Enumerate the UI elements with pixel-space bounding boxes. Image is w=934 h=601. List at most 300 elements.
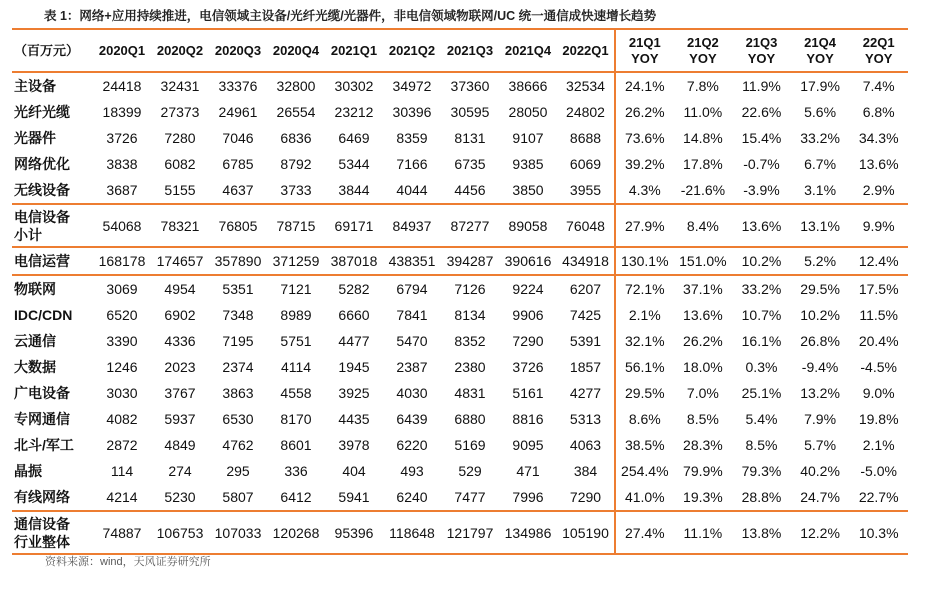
- quarter-value: 3850: [512, 182, 544, 198]
- quarter-value: 78321: [160, 217, 200, 234]
- quarter-value: 3687: [106, 182, 138, 198]
- yoy-value: 79.9%: [683, 463, 723, 479]
- table-row: [12, 247, 908, 275]
- yoy-value: 25.1%: [741, 385, 782, 401]
- yoy-value: 73.6%: [615, 125, 674, 151]
- quarter-value: 384: [573, 463, 598, 479]
- yoy-value: -21.6%: [680, 182, 726, 198]
- row-label: [12, 406, 93, 432]
- quarter-value: 30396: [392, 104, 432, 120]
- quarter-value: 168178: [98, 253, 146, 269]
- yoy-value: 24.7%: [800, 489, 840, 505]
- quarter-value: 69171: [334, 217, 374, 234]
- table-row: [12, 99, 908, 125]
- quarter-value: 438351: [388, 253, 436, 269]
- quarter-value: 5751: [280, 333, 312, 349]
- quarter-value: 3390: [106, 333, 138, 349]
- quarter-value: 33376: [218, 78, 258, 94]
- header-yoy: [615, 29, 674, 72]
- quarter-value: 6530: [222, 411, 254, 427]
- yoy-value: 6.7%: [804, 156, 837, 172]
- quarter-value: 5351: [222, 281, 254, 297]
- yoy-value: 27.9%: [615, 204, 674, 247]
- quarter-value: 4082: [106, 411, 138, 427]
- row-label-line: 无线设备: [14, 182, 70, 198]
- yoy-value: 7.8%: [686, 78, 719, 94]
- quarter-value: 471: [516, 463, 540, 479]
- quarter-value: 4637: [222, 182, 254, 198]
- header-quarter: 2022Q1: [562, 42, 609, 58]
- row-label: [12, 432, 93, 458]
- row-label-line: 云通信: [14, 333, 56, 349]
- quarter-value: 387018: [330, 253, 378, 269]
- yoy-value: 2.1%: [615, 302, 674, 328]
- row-label: [12, 328, 93, 354]
- yoy-value: 26.2%: [615, 99, 674, 125]
- table-header: [12, 29, 908, 72]
- quarter-value: 9107: [512, 130, 544, 146]
- header-quarter: 2021Q2: [388, 42, 436, 58]
- row-label-line: 光器件: [14, 130, 56, 146]
- yoy-value: 13.1%: [800, 217, 840, 234]
- yoy-value: 56.1%: [615, 354, 674, 380]
- table-row: [12, 275, 908, 302]
- table-section: [12, 247, 908, 275]
- quarter-value: 5391: [569, 333, 602, 349]
- quarter-value: 8816: [512, 411, 544, 427]
- quarter-value: 6207: [569, 281, 602, 297]
- yoy-value: 17.9%: [800, 78, 840, 94]
- yoy-value: 14.8%: [683, 130, 723, 146]
- quarter-value: 89058: [508, 217, 548, 234]
- quarter-value: 3030: [106, 385, 138, 401]
- yoy-value: 26.8%: [800, 333, 840, 349]
- quarter-value: 7290: [569, 489, 602, 505]
- header-quarter: 2020Q1: [98, 42, 146, 58]
- row-label: [12, 484, 93, 511]
- yoy-value: 27.4%: [615, 511, 674, 554]
- quarter-value: 174657: [156, 253, 204, 269]
- yoy-value: 11.0%: [683, 104, 723, 120]
- quarter-value: 6794: [396, 281, 428, 297]
- quarter-value: 26554: [276, 104, 316, 120]
- table-row: [12, 125, 908, 151]
- yoy-value: 13.6%: [683, 307, 723, 323]
- yoy-value: 34.3%: [858, 130, 899, 146]
- header-yoy: [849, 29, 908, 72]
- yoy-value: 22.6%: [741, 104, 782, 120]
- quarter-value: 7996: [512, 489, 544, 505]
- quarter-value: 1857: [569, 359, 602, 375]
- quarter-value: 8989: [280, 307, 312, 323]
- yoy-value: 10.2%: [741, 253, 782, 269]
- yoy-value: 15.4%: [741, 130, 782, 146]
- yoy-value: 11.5%: [859, 307, 899, 323]
- yoy-value: 20.4%: [858, 333, 899, 349]
- quarter-value: 6902: [164, 307, 196, 323]
- yoy-value: 2.1%: [862, 437, 895, 453]
- quarter-value: 7290: [512, 333, 544, 349]
- yoy-value: 72.1%: [615, 275, 674, 302]
- quarter-value: 6469: [338, 130, 370, 146]
- quarter-value: 6082: [164, 156, 196, 172]
- quarter-value: 5807: [222, 489, 254, 505]
- row-label-line: 电信设备: [14, 208, 70, 225]
- quarter-value: 8359: [396, 130, 428, 146]
- quarter-value: 7348: [222, 307, 254, 323]
- row-label-line: 主设备: [14, 78, 56, 94]
- yoy-value: 39.2%: [615, 151, 674, 177]
- table-row: [12, 432, 908, 458]
- table-section: [12, 204, 908, 247]
- quarter-value: 7280: [164, 130, 196, 146]
- quarter-value: 3844: [338, 182, 370, 198]
- yoy-value: 10.2%: [800, 307, 840, 323]
- yoy-value: 28.3%: [683, 437, 723, 453]
- quarter-value: 5941: [338, 489, 370, 505]
- quarter-value: 5155: [164, 182, 196, 198]
- yoy-value: -5.0%: [860, 463, 897, 479]
- header-yoy-period: 22Q1: [862, 34, 895, 50]
- quarter-value: 5169: [454, 437, 486, 453]
- yoy-value: 29.5%: [615, 380, 674, 406]
- quarter-value: 4435: [338, 411, 370, 427]
- table-section: [12, 275, 908, 511]
- table-title: 表 1：网络+应用持续推进，电信领域主设备/光纤光缆/光器件，非电信领域物联网/UC 统一通信成快速增长趋势: [44, 9, 657, 23]
- yoy-value: -4.5%: [860, 359, 897, 375]
- quarter-value: 9906: [512, 307, 544, 323]
- header-yoy-suffix: YOY: [806, 50, 834, 66]
- table-row: [12, 511, 908, 554]
- row-label-line: 通信设备: [14, 515, 70, 532]
- header-quarter: 2021Q4: [504, 42, 552, 58]
- quarter-value: 3726: [106, 130, 138, 146]
- quarter-value: 434918: [562, 253, 609, 269]
- header-quarter: 2020Q4: [272, 42, 320, 58]
- header-yoy: [732, 29, 791, 72]
- quarter-value: 32431: [160, 78, 200, 94]
- quarter-value: 38666: [508, 78, 548, 94]
- quarter-value: 9095: [512, 437, 544, 453]
- quarter-value: 84937: [392, 217, 432, 234]
- row-label-line: 小计: [14, 226, 42, 243]
- table-row: [12, 177, 908, 204]
- row-label: [12, 204, 93, 247]
- yoy-value: 4.3%: [615, 177, 674, 204]
- header-yoy: [674, 29, 733, 72]
- quarter-value: 32800: [276, 78, 316, 94]
- quarter-value: 7195: [222, 333, 254, 349]
- header-quarter: 2020Q2: [156, 42, 204, 58]
- header-yoy-period: 21Q2: [686, 34, 719, 50]
- yoy-value: -3.9%: [743, 182, 780, 198]
- quarter-value: 32534: [566, 78, 605, 94]
- quarter-value: 114: [110, 463, 134, 479]
- quarter-value: 6660: [338, 307, 370, 323]
- yoy-value: 32.1%: [615, 328, 674, 354]
- yoy-value: 19.8%: [858, 411, 899, 427]
- row-label-line: 广电设备: [14, 385, 70, 401]
- yoy-value: 12.4%: [858, 253, 899, 269]
- quarter-value: 4063: [569, 437, 602, 453]
- table-section: [12, 511, 908, 554]
- header-yoy-suffix: YOY: [689, 50, 717, 66]
- quarter-value: 5282: [338, 281, 370, 297]
- yoy-value: 5.7%: [804, 437, 837, 453]
- table-row: [12, 380, 908, 406]
- quarter-value: 4849: [164, 437, 196, 453]
- row-label-line: 晶振: [14, 463, 42, 479]
- quarter-value: 3069: [106, 281, 138, 297]
- quarter-value: 9385: [512, 156, 544, 172]
- row-label: [12, 275, 93, 302]
- yoy-value: 3.1%: [804, 182, 837, 198]
- quarter-value: 2374: [222, 359, 254, 375]
- quarter-value: 357890: [214, 253, 262, 269]
- quarter-value: 28050: [508, 104, 548, 120]
- quarter-value: 5470: [396, 333, 428, 349]
- yoy-value: 5.4%: [745, 411, 778, 427]
- quarter-value: 5937: [164, 411, 196, 427]
- quarter-value: 394287: [446, 253, 494, 269]
- yoy-value: 2.9%: [862, 182, 895, 198]
- quarter-value: 4954: [164, 281, 196, 297]
- quarter-value: 18399: [102, 104, 142, 120]
- quarter-value: 2380: [454, 359, 486, 375]
- quarter-value: 6220: [396, 437, 428, 453]
- quarter-value: 7126: [454, 281, 486, 297]
- table-row: [12, 458, 908, 484]
- unit-header: （百万元）: [14, 42, 80, 58]
- quarter-value: 3863: [222, 385, 254, 401]
- yoy-value: 5.6%: [804, 104, 837, 120]
- row-label: [12, 151, 93, 177]
- yoy-value: 41.0%: [615, 484, 674, 511]
- header-yoy-period: 21Q3: [745, 34, 778, 50]
- quarter-value: 2023: [164, 359, 196, 375]
- header-yoy: [791, 29, 850, 72]
- yoy-value: 8.6%: [615, 406, 674, 432]
- data-table: [12, 28, 908, 555]
- header-yoy-period: 21Q4: [804, 34, 836, 50]
- quarter-value: 6735: [454, 156, 486, 172]
- quarter-value: 76805: [218, 217, 258, 234]
- quarter-value: 74887: [102, 524, 142, 541]
- quarter-value: 121797: [446, 524, 494, 541]
- quarter-value: 7121: [280, 281, 312, 297]
- yoy-value: 79.3%: [741, 463, 782, 479]
- quarter-value: 6069: [569, 156, 602, 172]
- quarter-value: 8131: [454, 130, 486, 146]
- quarter-value: 5230: [164, 489, 196, 505]
- yoy-value: 37.1%: [683, 281, 723, 297]
- table-row: [12, 406, 908, 432]
- quarter-value: 529: [458, 463, 482, 479]
- quarter-value: 6836: [280, 130, 312, 146]
- row-label: [12, 511, 93, 554]
- quarter-value: 4277: [569, 385, 602, 401]
- row-label-line: 专网通信: [14, 411, 70, 427]
- quarter-value: 8792: [280, 156, 312, 172]
- quarter-value: 4558: [280, 385, 312, 401]
- yoy-value: 254.4%: [615, 458, 674, 484]
- row-label-line: 有线网络: [14, 489, 70, 505]
- yoy-value: 7.0%: [686, 385, 719, 401]
- quarter-value: 1246: [106, 359, 138, 375]
- header-row: [12, 29, 908, 72]
- yoy-value: 130.1%: [615, 247, 674, 275]
- yoy-value: 17.8%: [683, 156, 723, 172]
- quarter-value: 6785: [222, 156, 254, 172]
- yoy-value: 19.3%: [683, 489, 723, 505]
- yoy-value: 13.6%: [858, 156, 899, 172]
- quarter-value: 8134: [454, 307, 486, 323]
- quarter-value: 4477: [338, 333, 370, 349]
- quarter-value: 3726: [512, 359, 544, 375]
- yoy-value: 6.8%: [862, 104, 895, 120]
- quarter-value: 7477: [454, 489, 486, 505]
- yoy-value: 7.9%: [804, 411, 837, 427]
- quarter-value: 8352: [454, 333, 486, 349]
- header-yoy-suffix: YOY: [747, 50, 776, 66]
- quarter-value: 5161: [512, 385, 544, 401]
- quarter-value: 3733: [280, 182, 312, 198]
- quarter-value: 493: [400, 463, 424, 479]
- yoy-value: 33.2%: [741, 281, 782, 297]
- yoy-value: 5.2%: [804, 253, 837, 269]
- yoy-value: 13.6%: [741, 217, 782, 234]
- quarter-value: 118648: [389, 524, 435, 541]
- quarter-value: 5344: [338, 156, 370, 172]
- yoy-value: 9.0%: [862, 385, 895, 401]
- quarter-value: 30302: [334, 78, 374, 94]
- quarter-value: 105190: [562, 524, 609, 541]
- row-label-line: IDC/CDN: [14, 307, 73, 323]
- table-row: [12, 302, 908, 328]
- table-row: [12, 354, 908, 380]
- quarter-value: 6412: [280, 489, 312, 505]
- quarter-value: 78715: [276, 217, 316, 234]
- quarter-value: 24961: [218, 104, 258, 120]
- quarter-value: 106753: [156, 524, 204, 541]
- yoy-value: 16.1%: [741, 333, 782, 349]
- quarter-value: 4762: [222, 437, 254, 453]
- quarter-value: 4030: [396, 385, 428, 401]
- source-note: 资料来源：wind，天风证券研究所: [45, 556, 211, 568]
- quarter-value: 120268: [272, 524, 320, 541]
- yoy-value: -9.4%: [801, 359, 839, 375]
- quarter-value: 4214: [106, 489, 138, 505]
- row-label: [12, 458, 93, 484]
- quarter-value: 2872: [106, 437, 138, 453]
- yoy-value: 29.5%: [800, 281, 840, 297]
- table-row: [12, 328, 908, 354]
- quarter-value: 4831: [454, 385, 486, 401]
- quarter-value: 4456: [454, 182, 486, 198]
- yoy-value: 10.3%: [858, 524, 899, 541]
- row-label-line: 行业整体: [14, 533, 70, 550]
- yoy-value: 24.1%: [615, 72, 674, 99]
- quarter-value: 390616: [504, 253, 552, 269]
- header-yoy-suffix: YOY: [864, 50, 893, 66]
- table-section: [12, 72, 908, 204]
- quarter-value: 8688: [569, 130, 602, 146]
- quarter-value: 95396: [334, 524, 374, 541]
- row-label: [12, 302, 93, 328]
- table-row: [12, 151, 908, 177]
- yoy-value: 9.9%: [862, 217, 895, 234]
- yoy-value: 18.0%: [683, 359, 723, 375]
- yoy-value: 0.3%: [745, 359, 778, 375]
- quarter-value: 7166: [396, 156, 428, 172]
- quarter-value: 7046: [222, 130, 254, 146]
- yoy-value: 11.1%: [683, 524, 723, 541]
- quarter-value: 24418: [102, 78, 142, 94]
- quarter-value: 371259: [272, 253, 320, 269]
- row-label: [12, 380, 93, 406]
- row-label: [12, 177, 93, 204]
- row-label-line: 网络优化: [14, 156, 70, 172]
- header-yoy-suffix: YOY: [631, 50, 659, 66]
- quarter-value: 6880: [454, 411, 486, 427]
- quarter-value: 3838: [106, 156, 138, 172]
- quarter-value: 7841: [396, 307, 428, 323]
- quarter-value: 6240: [396, 489, 428, 505]
- yoy-value: 13.2%: [800, 385, 840, 401]
- quarter-value: 23212: [334, 104, 374, 120]
- yoy-value: 26.2%: [683, 333, 723, 349]
- quarter-value: 3978: [338, 437, 370, 453]
- quarter-value: 8170: [280, 411, 312, 427]
- quarter-value: 7425: [569, 307, 602, 323]
- quarter-value: 87277: [450, 217, 490, 234]
- quarter-value: 107033: [214, 524, 262, 541]
- yoy-value: 7.4%: [862, 78, 895, 94]
- yoy-value: 8.5%: [745, 437, 778, 453]
- quarter-value: 3955: [569, 182, 602, 198]
- quarter-value: 9224: [512, 281, 544, 297]
- quarter-value: 1945: [338, 359, 370, 375]
- row-label-line: 光纤光缆: [14, 104, 70, 120]
- yoy-value: 8.5%: [686, 411, 719, 427]
- quarter-value: 30595: [450, 104, 490, 120]
- quarter-value: 6520: [106, 307, 138, 323]
- row-label-line: 北斗/军工: [14, 437, 74, 453]
- row-label: [12, 99, 93, 125]
- quarter-value: 4044: [396, 182, 428, 198]
- yoy-value: 151.0%: [679, 253, 727, 269]
- row-label: [12, 247, 93, 275]
- yoy-value: 28.8%: [741, 489, 782, 505]
- row-label: [12, 354, 93, 380]
- quarter-value: 76048: [566, 217, 605, 234]
- table-row: [12, 204, 908, 247]
- quarter-value: 54068: [102, 217, 142, 234]
- quarter-value: 27373: [160, 104, 200, 120]
- quarter-value: 37360: [450, 78, 490, 94]
- row-label-line: 大数据: [14, 359, 56, 375]
- yoy-value: 22.7%: [858, 489, 899, 505]
- header-quarter: 2021Q3: [446, 42, 494, 58]
- quarter-value: 404: [342, 463, 366, 479]
- quarter-value: 3925: [338, 385, 370, 401]
- yoy-value: 8.4%: [686, 217, 719, 234]
- yoy-value: 38.5%: [615, 432, 674, 458]
- quarter-value: 6439: [396, 411, 428, 427]
- quarter-value: 274: [168, 463, 192, 479]
- yoy-value: 33.2%: [800, 130, 840, 146]
- yoy-value: 17.5%: [858, 281, 899, 297]
